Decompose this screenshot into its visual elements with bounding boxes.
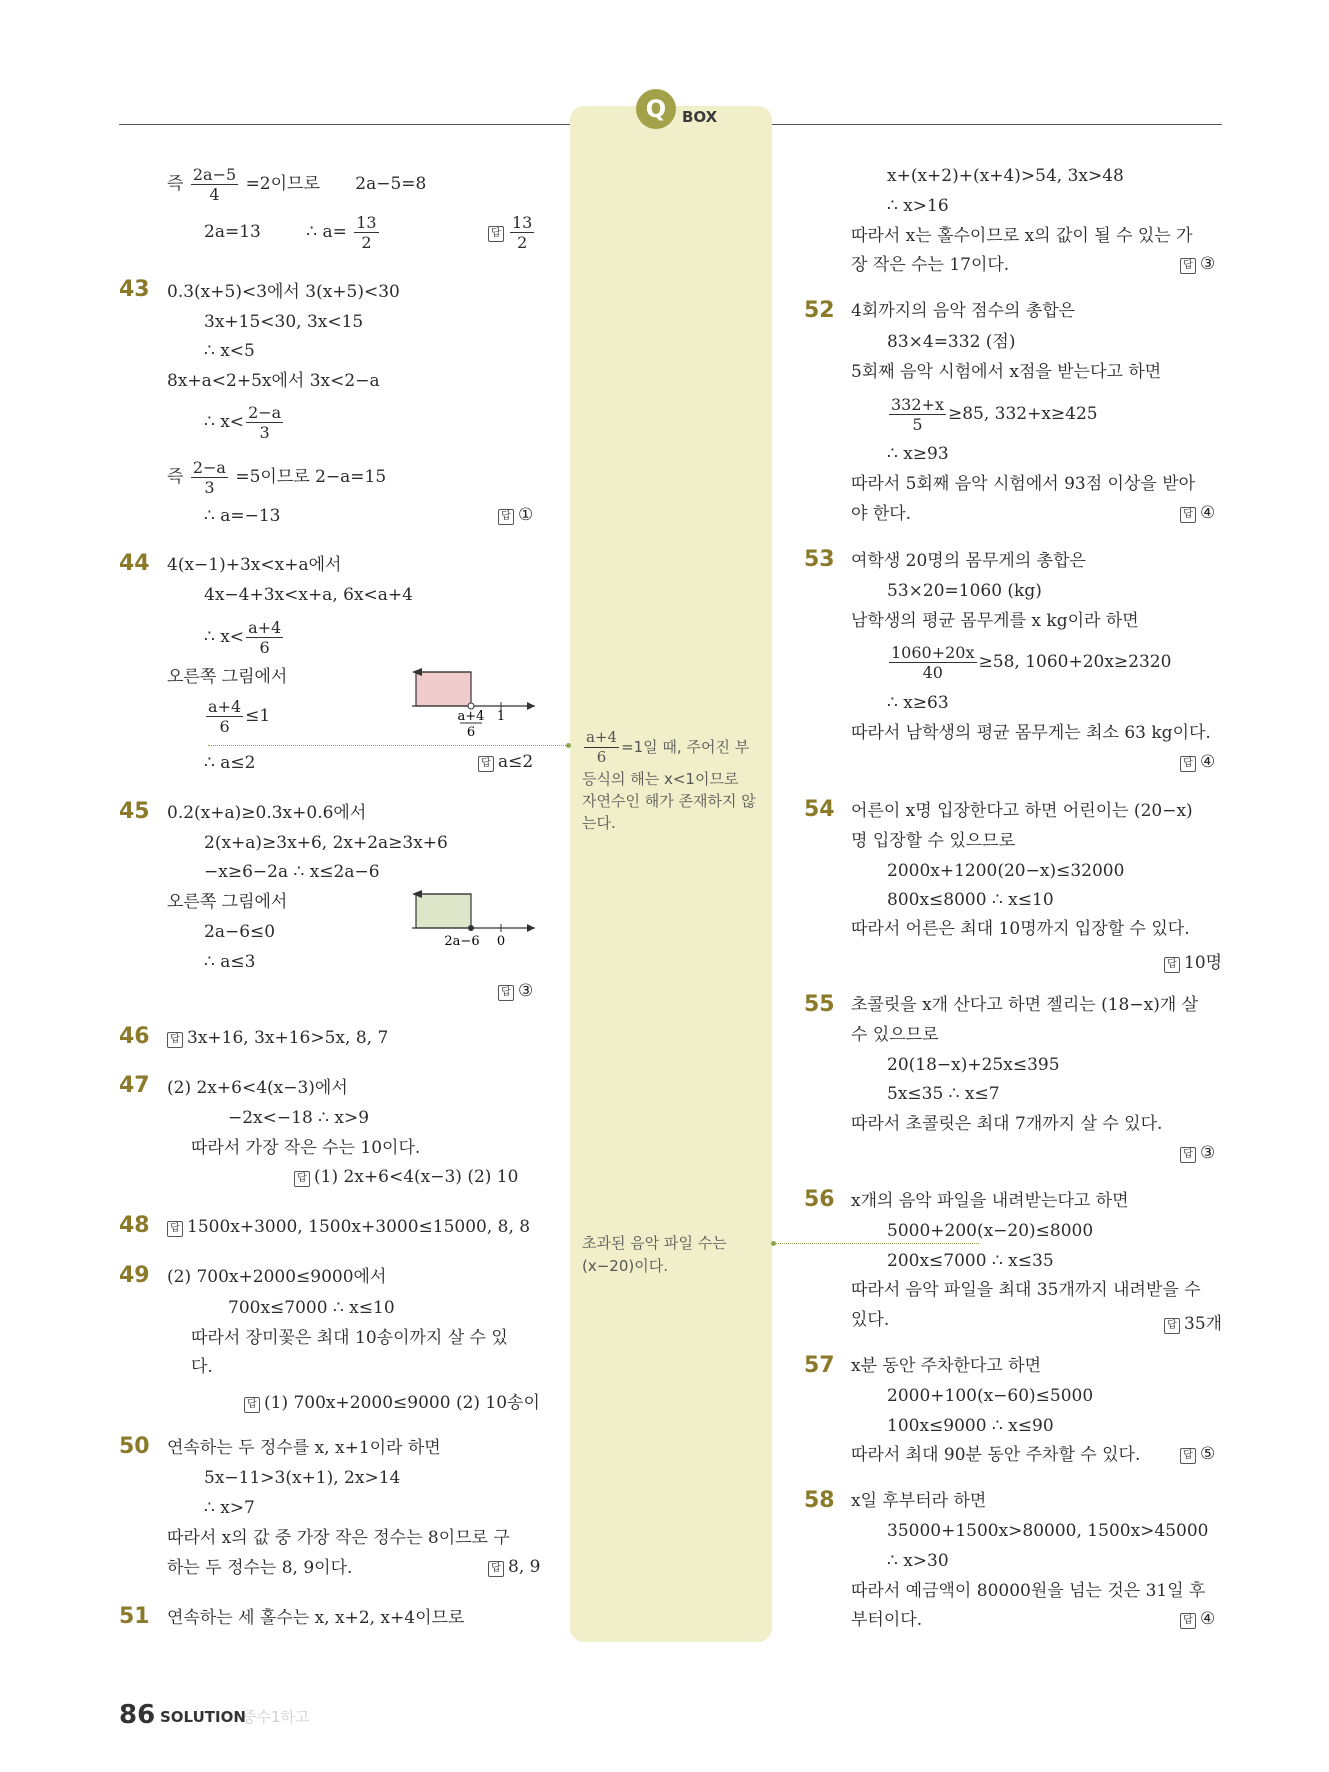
answer-badge: 답 ④: [1180, 503, 1215, 523]
answer-badge: 답 35개: [1164, 1309, 1222, 1334]
svg-text:a+4: a+4: [457, 709, 485, 724]
answer-badge: 답 ③: [498, 981, 533, 1001]
answer-icon: 답: [294, 1171, 310, 1187]
problem-number: 51: [119, 1604, 150, 1629]
answer-badge: 답 3x+16, 3x+16>5x, 8, 7: [167, 1028, 388, 1048]
answer-badge: 답 (1) 700x+2000≤9000 (2) 10송이: [244, 1388, 540, 1413]
answer-icon: 답: [1164, 957, 1180, 973]
answer-badge: 답 10명: [1164, 948, 1222, 973]
problem-number: 55: [804, 992, 835, 1017]
problem-number: 49: [119, 1263, 150, 1288]
qbox-badge: Q: [636, 89, 676, 129]
answer-icon: 답: [1180, 1613, 1196, 1629]
answer-badge: 답 (1) 2x+6<4(x−3) (2) 10: [294, 1167, 518, 1187]
answer-icon: 답: [1180, 1147, 1196, 1163]
answer-badge: 답 ①: [498, 505, 533, 525]
number-line-figure: [410, 890, 540, 950]
page-number: 86: [119, 1700, 156, 1730]
svg-text:0: 0: [496, 934, 506, 949]
problem-number: 50: [119, 1434, 150, 1459]
problem-number: 46: [119, 1024, 150, 1049]
answer-badge: 답 ③: [1180, 1143, 1215, 1163]
problem-number: 52: [804, 298, 835, 323]
svg-text:2a−6: 2a−6: [444, 934, 480, 949]
problem-number: 45: [119, 799, 150, 824]
answer-badge: 답 ④: [1180, 1609, 1215, 1629]
problem-number: 57: [804, 1353, 835, 1378]
footer-label: SOLUTION: [160, 1708, 246, 1726]
problem-number: 53: [804, 547, 835, 572]
qbox-title: BOX: [682, 108, 718, 126]
leader-dot: [771, 1241, 776, 1246]
answer-badge: 답 ④: [1180, 752, 1215, 772]
answer-icon: 답: [1180, 756, 1196, 772]
svg-text:6: 6: [466, 725, 476, 740]
answer-icon: 답: [478, 756, 494, 772]
arrow-right-icon: [527, 702, 535, 710]
answer-badge: 답 8, 9: [488, 1557, 540, 1577]
problem-number: 44: [119, 551, 150, 576]
number-line-figure: [410, 668, 540, 748]
problem-number: 48: [119, 1213, 150, 1238]
answer-icon: 답: [498, 509, 514, 525]
shaded-region: [416, 672, 471, 706]
svg-text:1: 1: [496, 709, 506, 724]
leader-line: [208, 745, 568, 746]
answer-badge: 답 a≤2: [478, 752, 533, 772]
arrow-right-icon: [527, 924, 535, 932]
leader-dot: [566, 743, 571, 748]
answer-badge: 답 ③: [1180, 254, 1215, 274]
problem-number: 47: [119, 1073, 150, 1098]
answer-icon: 답: [488, 226, 504, 242]
answer-icon: 답: [1180, 1448, 1196, 1464]
shaded-region: [416, 894, 471, 928]
answer-badge: 답 1500x+3000, 1500x+3000≤15000, 8, 8: [167, 1217, 530, 1237]
closed-point: [468, 925, 474, 931]
problem-number: 43: [119, 277, 150, 302]
answer-badge: 답 ⑤: [1180, 1444, 1215, 1464]
problem-number: 58: [804, 1488, 835, 1513]
qbox-panel: [570, 106, 772, 1642]
answer-icon: 답: [1164, 1318, 1180, 1334]
answer-icon: 답: [167, 1032, 183, 1048]
answer-icon: 답: [498, 985, 514, 1001]
problem-number: 54: [804, 797, 835, 822]
answer-icon: 답: [244, 1397, 260, 1413]
answer-badge: 답 $\frac{13}{2}$: [488, 213, 536, 252]
answer-icon: 답: [167, 1221, 183, 1237]
answer-icon: 답: [488, 1561, 504, 1577]
answer-icon: 답: [1180, 507, 1196, 523]
footer-watermark: 중수1하고: [242, 1708, 310, 1726]
answer-icon: 답: [1180, 258, 1196, 274]
leader-line: [774, 1243, 979, 1244]
problem-number: 56: [804, 1187, 835, 1212]
